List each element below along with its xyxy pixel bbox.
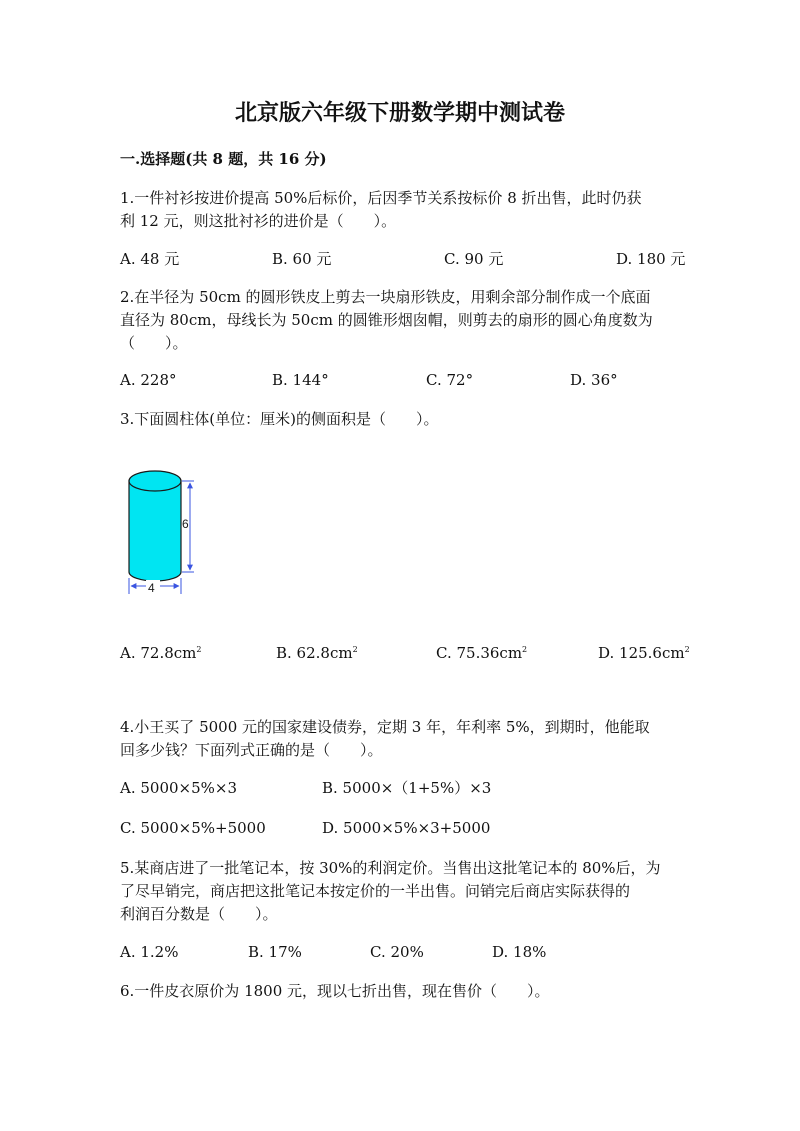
question-1-line-2: 利 12 元，则这批衬衫的进价是（ ）。 [120, 212, 397, 230]
question-5-option-d: D. 18% [492, 943, 547, 961]
height-label: 6 [182, 517, 189, 531]
question-5-option-c: C. 20% [370, 943, 424, 961]
section-heading: 一.选择题(共 8 题，共 16 分) [120, 150, 327, 168]
question-5-line-1: 5.某商店进了一批笔记本，按 30%的利润定价。当售出这批笔记本的 80%后，为 [120, 859, 661, 877]
question-5-line-2: 了尽早销完，商店把这批笔记本按定价的一半出售。问销完后商店实际获得的 [120, 882, 631, 900]
question-4-option-d: D. 5000×5%×3+5000 [322, 819, 491, 837]
question-2-option-b: B. 144° [272, 371, 329, 389]
question-2-option-c: C. 72° [426, 371, 474, 389]
question-4-line-2: 回多少钱？下面列式正确的是（ ）。 [120, 741, 383, 759]
question-3-option-b: B. $62.8cm^2$ [276, 644, 358, 662]
question-1-option-a: A. 48 元 [120, 250, 180, 268]
question-1-line-1: 1.一件衬衫按进价提高 50%后标价，后因季节关系按标价 8 折出售，此时仍获 [120, 189, 642, 207]
question-4-option-c: C. 5000×5%+5000 [120, 819, 266, 837]
cylinder-top [129, 471, 181, 491]
question-3-line-1: 3.下面圆柱体(单位：厘米)的侧面积是（ ）。 [120, 410, 439, 428]
question-2-line-1: 2.在半径为 50cm 的圆形铁皮上剪去一块扇形铁皮，用剩余部分制作成一个底面 [120, 288, 651, 306]
question-3-option-a: A. $72.8cm^2$ [120, 644, 202, 662]
question-1-option-c: C. 90 元 [444, 250, 504, 268]
question-5-option-b: B. 17% [248, 943, 302, 961]
cylinder-figure [118, 456, 208, 602]
page-title: 北京版六年级下册数学期中测试卷 [234, 100, 565, 126]
question-1-option-b: B. 60 元 [272, 250, 332, 268]
question-4-option-a: A. 5000×5%×3 [120, 779, 238, 797]
question-6-line-1: 6.一件皮衣原价为 1800 元，现以七折出售，现在售价（ ）。 [120, 982, 550, 1000]
question-2-line-3: （ ）。 [120, 334, 188, 352]
question-5-line-3: 利润百分数是（ ）。 [120, 905, 278, 923]
question-4-line-1: 4.小王买了 5000 元的国家建设债券，定期 3 年，年利率 5%，到期时，他能取 [120, 718, 650, 736]
question-2-line-2: 直径为 80cm，母线长为 50cm 的圆锥形烟囱帽，则剪去的扇形的圆心角度数为 [120, 311, 653, 329]
question-3-option-c: C. $75.36cm^2$ [436, 644, 528, 662]
diameter-label: 4 [148, 581, 155, 595]
question-3-option-d: D. $125.6cm^2$ [598, 644, 690, 662]
question-4-option-b: B. 5000×（1+5%）×3 [322, 779, 492, 797]
question-2-option-d: D. 36° [570, 371, 618, 389]
question-5-option-a: A. 1.2% [120, 943, 179, 961]
cylinder-body [129, 481, 181, 581]
question-2-option-a: A. 228° [120, 371, 177, 389]
question-1-option-d: D. 180 元 [616, 250, 686, 268]
